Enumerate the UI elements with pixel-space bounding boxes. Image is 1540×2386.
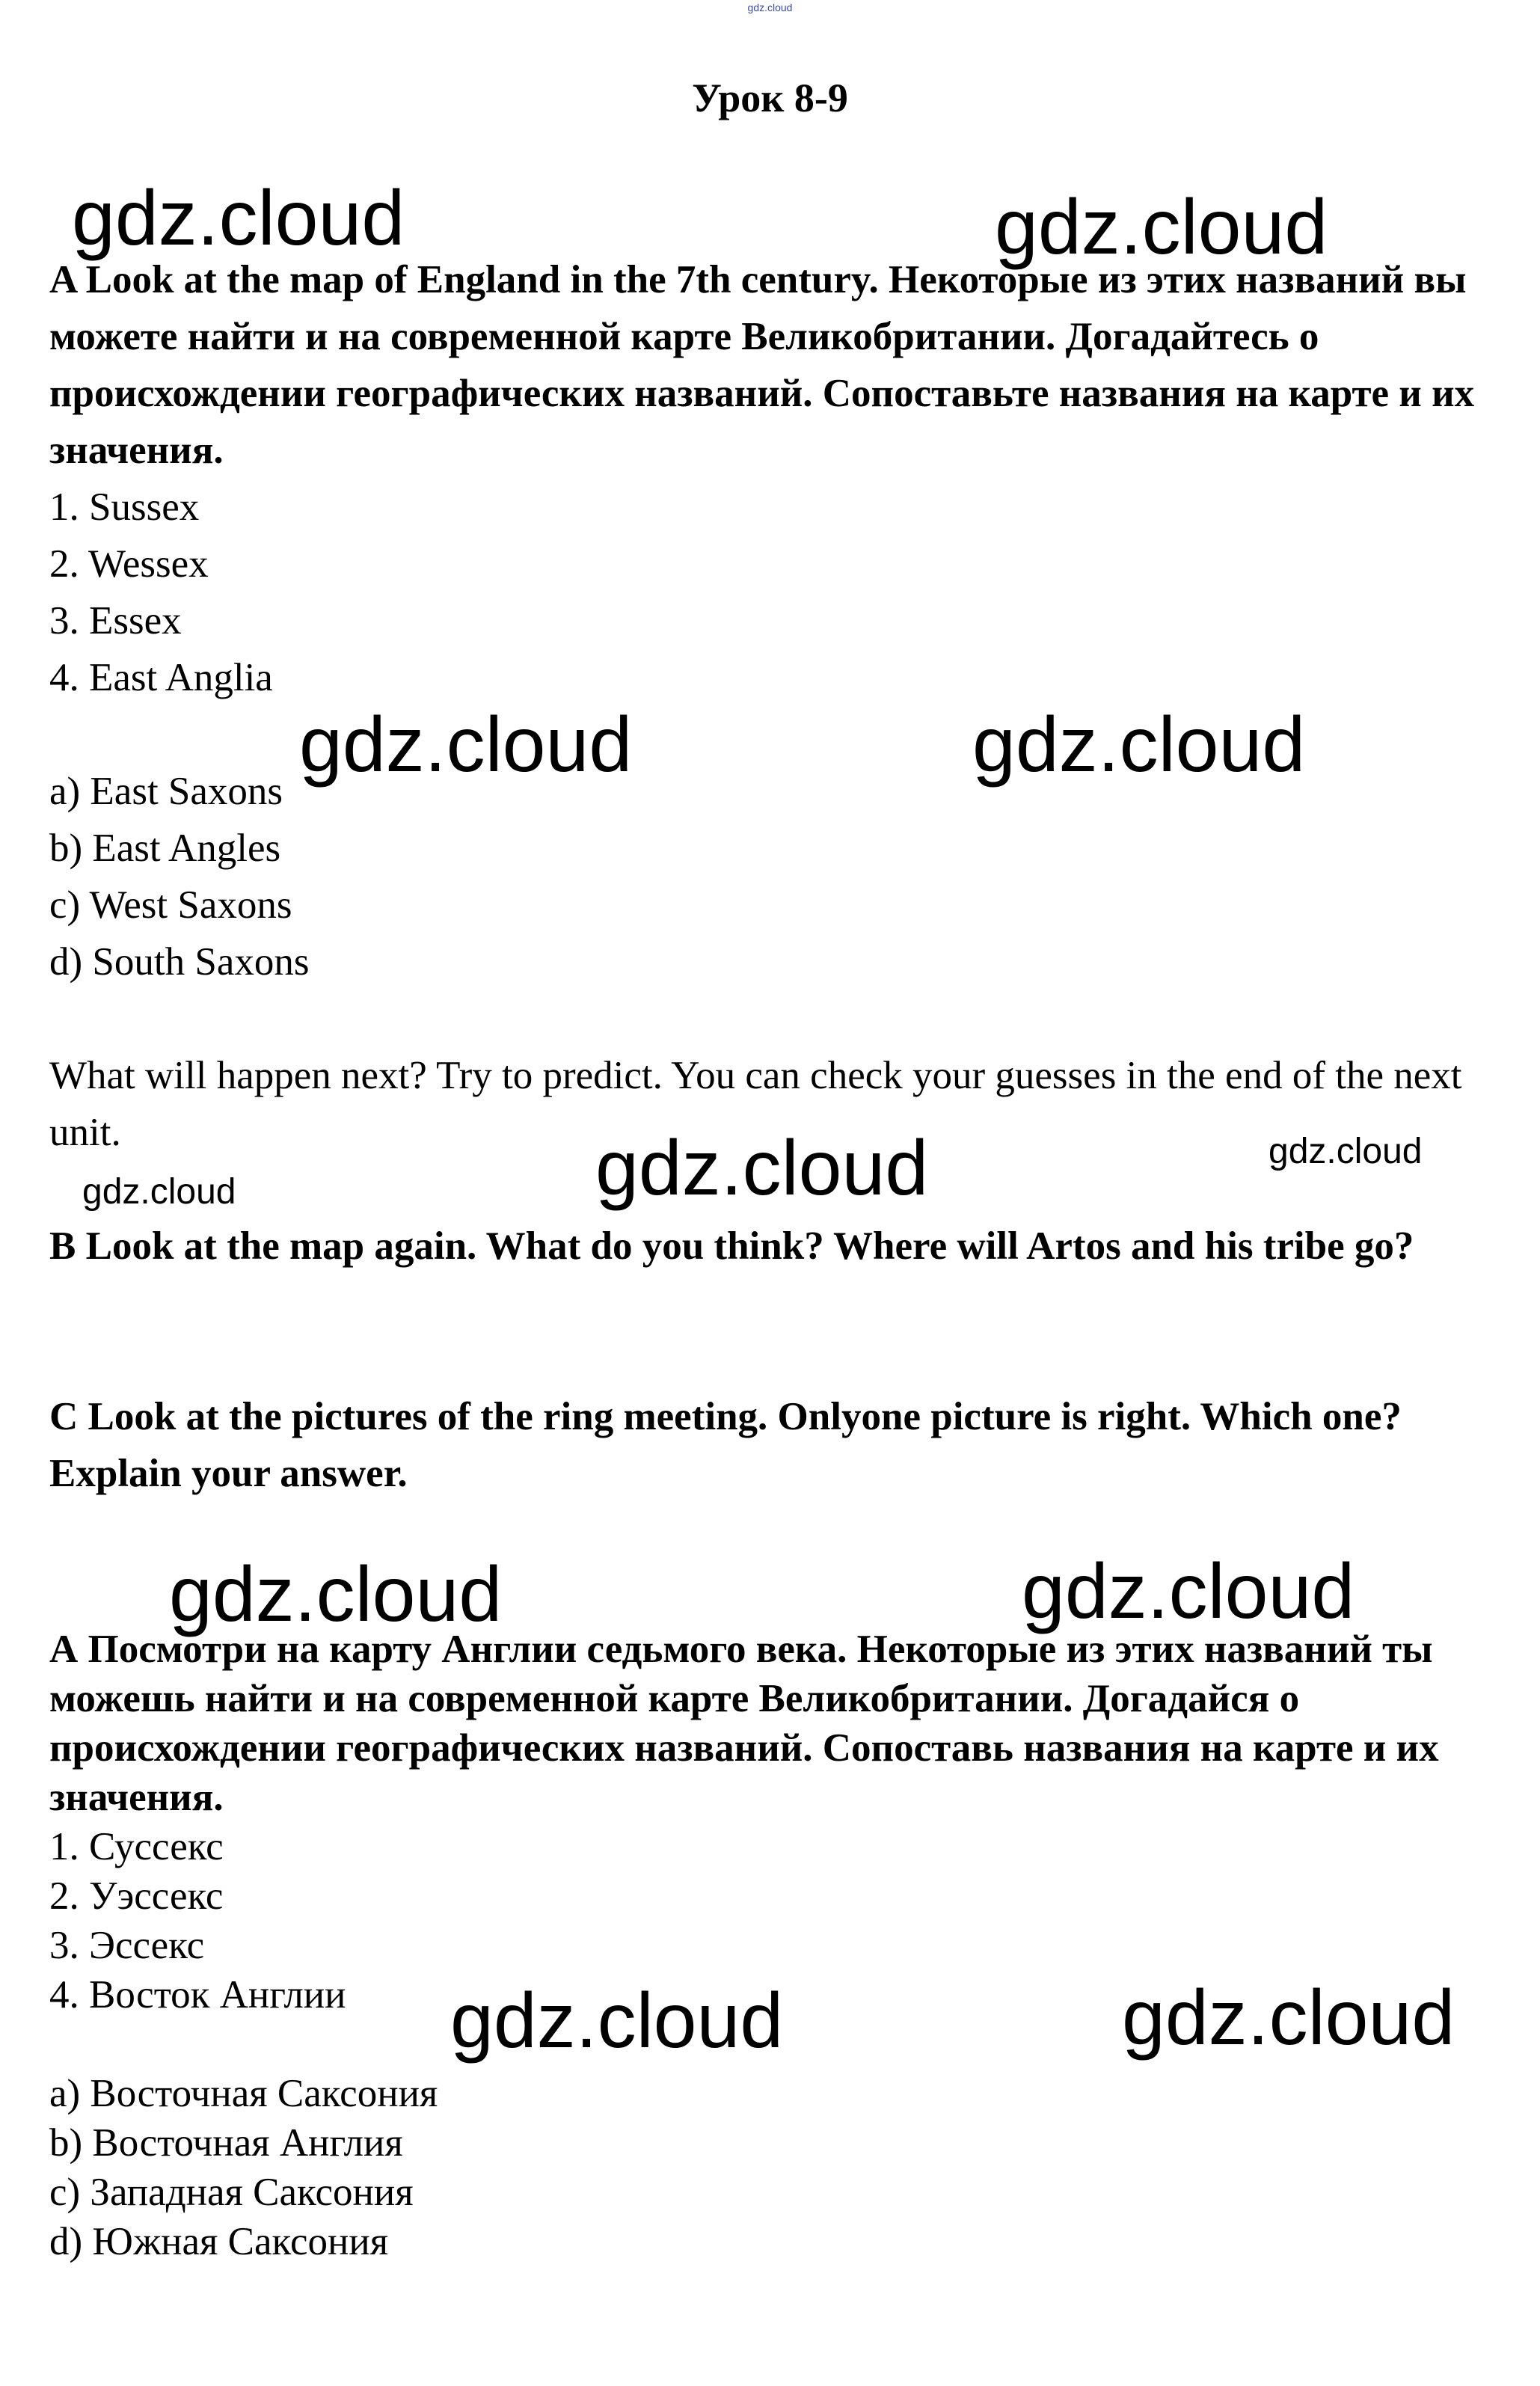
watermark: gdz.cloud xyxy=(450,1978,784,2064)
watermark: gdz.cloud xyxy=(169,1551,503,1638)
watermark: gdz.cloud xyxy=(82,1172,236,1212)
list-item: 2. Уэссекс xyxy=(49,1874,224,1918)
list-item: b) Восточная Англия xyxy=(49,2121,403,2165)
top-watermark: gdz.cloud xyxy=(747,1,793,13)
list-item: c) West Saxons xyxy=(49,883,292,927)
russian-task-a-text: А Посмотри на карту Англии седьмого века. Некоторые из этих названий ты можешь найти и на современной карте Великобритании. Догадайся о происхождении географических названий. Сопоставь названия на карте и их значения. xyxy=(49,1628,1439,1819)
english-task-c-text: C Look at the pictures of the ring meeting. Onlyone picture is right. Which one? Explain your answer. xyxy=(49,1395,1402,1495)
list-item: 3. Essex xyxy=(49,599,182,642)
watermark: gdz.cloud xyxy=(299,702,633,788)
list-item: a) Восточная Саксония xyxy=(49,2072,438,2115)
page-title: Урок 8-9 xyxy=(692,76,848,120)
english-task-b-text: B Look at the map again. What do you think? Where will Artos and his tribe go? xyxy=(49,1224,1414,1268)
english-task-b xyxy=(49,1218,1493,1275)
list-item: d) South Saxons xyxy=(49,940,310,984)
predict-text: What will happen next? Try to predict. You can check your guesses in the end of the next unit. xyxy=(49,1054,1462,1154)
english-task-c xyxy=(49,1388,1493,1502)
list-item: 1. Суссекс xyxy=(49,1825,224,1868)
list-item: b) East Angles xyxy=(49,826,281,870)
list-item: 3. Эссекс xyxy=(49,1924,205,1967)
list-item: c) Западная Саксония xyxy=(49,2171,414,2214)
list-item: a) East Saxons xyxy=(49,770,283,813)
list-item: 2. Wessex xyxy=(49,542,209,586)
list-item: 1. Sussex xyxy=(49,485,200,529)
english-lettered-list xyxy=(49,763,1493,990)
english-task-a xyxy=(49,251,1493,479)
watermark: gdz.cloud xyxy=(1268,1132,1423,1171)
watermark: gdz.cloud xyxy=(595,1125,929,1212)
watermark: gdz.cloud xyxy=(995,184,1328,271)
watermark: gdz.cloud xyxy=(1122,1975,1455,2061)
list-item: d) Южная Саксония xyxy=(49,2220,389,2263)
russian-lettered-list xyxy=(49,2069,1493,2266)
russian-task-a xyxy=(49,1625,1493,1822)
watermark: gdz.cloud xyxy=(972,702,1306,788)
list-item: 4. East Anglia xyxy=(49,656,273,699)
watermark: gdz.cloud xyxy=(72,175,405,262)
watermark: gdz.cloud xyxy=(1022,1548,1355,1635)
english-task-a-text: A Look at the map of England in the 7th century. Некоторые из этих названий вы можете найти и на современной карте Великобритании. Догадайтесь о происхождении географических названий. Сопоставьте названия на карте и их значения. xyxy=(49,258,1475,472)
english-numbered-list xyxy=(49,479,1493,706)
list-item: 4. Восток Англии xyxy=(49,1973,346,2017)
